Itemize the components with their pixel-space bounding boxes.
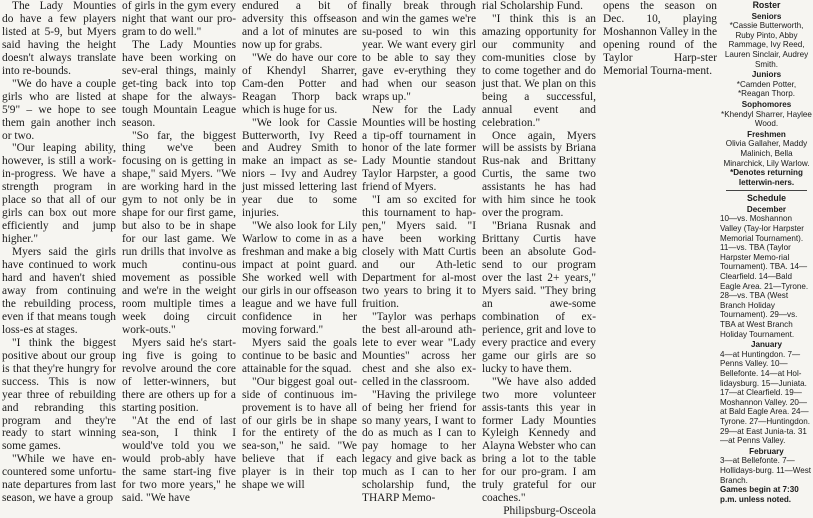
sophomores-list: *Khendyl Sharrer, Haylee Wood. xyxy=(721,109,812,129)
article-paragraph: opens the season on Dec. 10, playing Moshannon Valley in the opening round of the Taylor Harp-ster Memorial Tourna-ment. xyxy=(603,0,717,77)
sidebar-divider xyxy=(726,190,807,191)
article-paragraph: "We do have a couple girls who are listed at 5'9" – we hope to see them gain another inch or two. xyxy=(2,77,116,142)
article-paragraph: "Taylor was perhaps the best all-around ath-lete to ever wear "Lady Mounties" across her chest and she also ex-celled in the classroom. xyxy=(362,310,476,388)
roster-heading: Roster xyxy=(752,0,781,10)
article-paragraph: "Our biggest goal out-side of continuous im-provement is to have all of our girls be in shape for the entirety of the sea-son," he said. "We believe that if each player is in their top shape we will xyxy=(242,375,357,492)
february-schedule: 3—at Bellefonte. 7—Hollidays-burg. 11—West Branch. xyxy=(720,456,812,485)
article-paragraph: "I am so excited for this tournament to hap-pen," Myers said. "I have been working closely with Matt Curtis and our Ath-letic Department for al-most two years to bring it to fruition. xyxy=(362,194,476,310)
team-name-line: Philipsburg-Osceola xyxy=(503,505,596,518)
article-paragraph: Myers said the girls have continued to work hard and haven't shied away from continuing the rebuilding process, even if that means tough loss-es at stages. xyxy=(2,246,116,336)
article-paragraph: "We do have our core of Khendyl Sharrer, Cam-den Potter and Reagan Thorp back which is huge for us. xyxy=(242,51,357,116)
january-heading: January xyxy=(750,340,783,350)
freshmen-heading: Freshmen xyxy=(747,129,786,139)
article-paragraph: "We look for Cassie Butterworth, Ivy Reed and Audrey Smith to make an impact as se-niors – Ivy and Audrey just missed lettering last year due to some injuries. xyxy=(242,116,357,220)
article-paragraph: "At the end of last sea-son, I think I would've told you we would prob-ably have the same start-ing five for two more years," he said. "We have xyxy=(122,414,236,505)
seniors-heading: Seniors xyxy=(751,11,782,21)
article-paragraph: Once again, Myers will be assists by Briana Rus-nak and Brittany Curtis, the same two assistants he has had with him since he took over the program. xyxy=(482,129,596,220)
juniors-list: *Camden Potter, *Reagan Thorp. xyxy=(736,79,797,99)
article-paragraph: "Having the privilege of being her friend for so many years, I want to do as much as I can to pay homage to her legacy and give back as much as I can to her scholarship fund, the THARP Memo- xyxy=(362,388,476,505)
article-paragraph: finally break through and win the games we're su-posed to win this year. We want every girl to be able to say they gave ev-erything they had when our season wraps up." xyxy=(362,0,476,103)
article-paragraph: "While we have en-countered some unfortu-nate departures from last season, we have a group xyxy=(2,453,116,505)
seniors-list: *Cassie Butterworth, Ruby Pinto, Abby Rammage, Ivy Reed, Lauren Sinclair, Audrey Smith. xyxy=(724,21,809,69)
article-paragraph: "I think this is an amazing opportunity for our community and com-munities close by to come together and do just that. We plan on this being a successful, annual event and celebration." xyxy=(482,12,596,129)
february-heading: February xyxy=(749,446,784,456)
article-column-4 xyxy=(362,0,476,505)
article-paragraph: "We also look for Lily Warlow to come in as a freshman and make a big impact at point guard. She worked well with our girls in our offseason league and we have full confidence in her moving forward." xyxy=(242,220,357,336)
article-paragraph: "Briana Rusnak and Brittany Curtis have been an absolute God-send to our program over the last 2+ years," Myers said. "They bring an awe-some combination of ex-perience, grit and love to every practice and every game our girls are so lucky to have them. xyxy=(482,220,596,375)
article-column-1 xyxy=(2,0,116,505)
article-column-5 xyxy=(482,0,596,518)
sophomores-heading: Sophomores xyxy=(741,99,792,109)
article-column-6 xyxy=(603,0,717,426)
january-schedule: 4—at Huntingdon. 7—Penns Valley. 10—Bellefonte. 14—at Hol-lidaysburg. 15—Juniata. 17—at Clearfield. 19—Moshannon Valley. 20—at Bald Eagle Area. 24—Tyrone. 27—Huntingdon. 29—at East Junia-ta. 31—at Penns Valley. xyxy=(720,349,810,446)
article-paragraph: "We have also added two more volunteer assis-tants this year in former Lady Mounties Kyleigh Kennedy and Alayna Webster who can bring a lot to the table for our pro-gram. I am truly grateful for our coaches." xyxy=(482,375,596,505)
article-paragraph: New for the Lady Mounties will be hosting a tip-off tournament in honor of the late former Lady Mountie standout Taylor Harpster, a good friend of Myers. xyxy=(362,103,476,194)
article-paragraph: endured a bit of adversity this offseason and a lot of minutes are now up for grabs. xyxy=(242,0,357,51)
december-schedule: 10—vs. Moshannon Valley (Tay-lor Harpster Memorial Tournament). 11—vs. TBA (Taylor Harpster Memo-rial Tournament). TBA. 14—Clearfield. 14—Bald Eagle Area. 21—Tyrone. 28—vs. TBA (West Branch Holiday Tournament). 29—vs. TBA at West Branch Holiday Tournament. xyxy=(720,214,809,339)
article-column-2 xyxy=(122,0,236,505)
returning-letterwinners-note: *Denotes returning letterwin-ners. xyxy=(730,168,803,187)
game-time-note: Games begin at 7:30 p.m. unless noted. xyxy=(720,485,799,504)
roster-schedule-sidebar xyxy=(720,0,813,504)
article-paragraph: The Lady Mounties have been working on sev-eral things, mainly get-ting back into top shape for the always-tough Mountain League season. xyxy=(122,38,236,129)
article-paragraph: Myers said he's start-ing five is going to revolve around the core of letter-winners, but there are others up for a starting position. xyxy=(122,336,236,414)
article-column-3 xyxy=(242,0,357,492)
freshmen-list: Olivia Gallaher, Maddy Malinich, Bella Minarchick, Lily Warlow. xyxy=(723,139,810,168)
juniors-heading: Juniors xyxy=(751,70,782,80)
article-paragraph: "So far, the biggest thing we've been focusing on is getting in shape," said Myers. "We are working hard in the gym to not only be in shape for our first game, but also to be in shape for our last game. We run drills that involve as much continu-ous movement as possible and we're in the weight room multiple times a week doing circuit work-outs." xyxy=(122,129,236,336)
article-paragraph: of girls in the gym every night that want our pro-gram to do well." xyxy=(122,0,236,38)
article-paragraph: "I think the biggest positive about our group is that they're hungry for success. This is now year three of rebuilding and rebranding this program and they're ready to start winning some games. xyxy=(2,336,116,453)
schedule-heading: Schedule xyxy=(746,193,787,204)
article-paragraph: rial Scholarship Fund. xyxy=(482,0,583,12)
december-heading: December xyxy=(746,204,787,214)
article-paragraph: "Our leaping ability, however, is still a work-in-progress. We have a strength program in place so that all of our girls can box out more efficiently and jump higher." xyxy=(2,142,116,246)
article-paragraph: The Lady Mounties do have a few players listed at 5-9, but Myers said having the height doesn't always translate into re-bounds. xyxy=(2,0,116,77)
article-paragraph: Myers said the goals continue to be basic and attainable for the squad. xyxy=(242,336,357,375)
